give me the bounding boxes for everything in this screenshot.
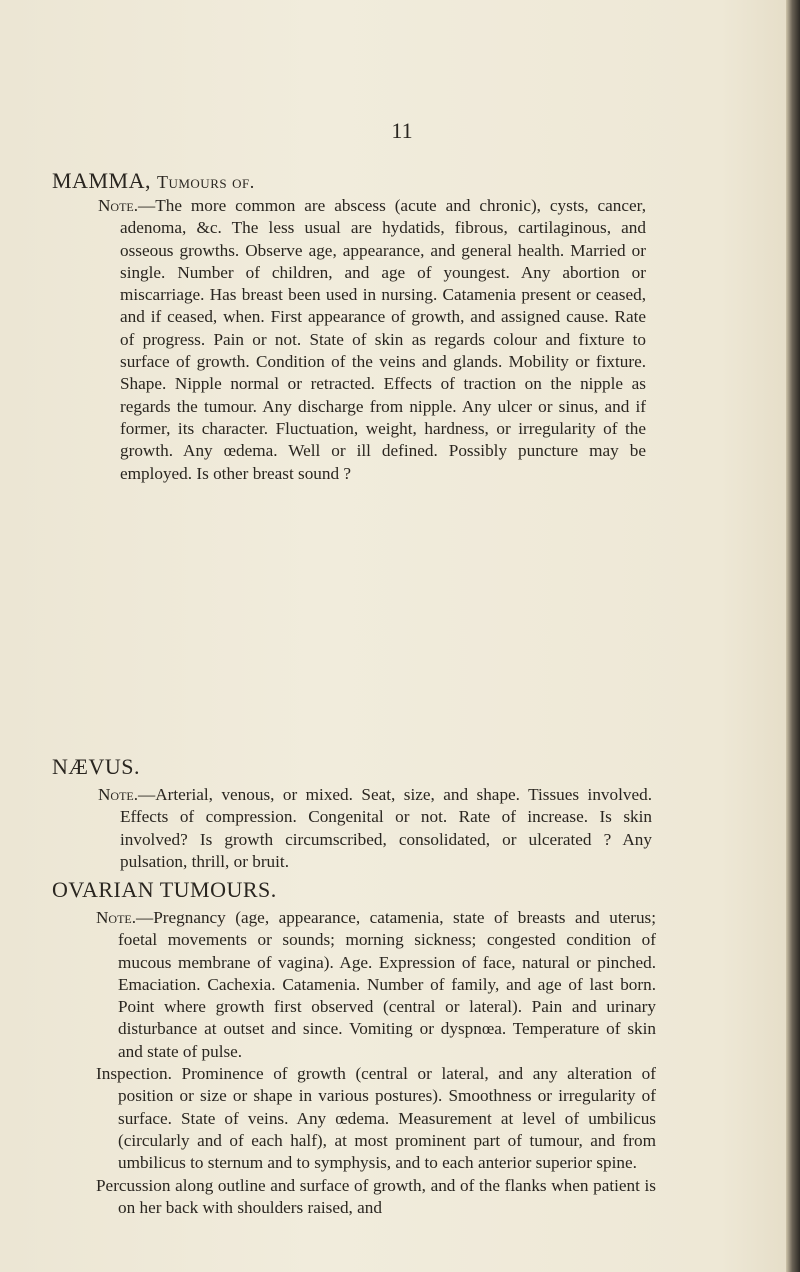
mamma-note — [98, 195, 646, 485]
heading-naevus: NÆVUS. — [52, 754, 140, 779]
note-label: Note. — [98, 196, 139, 215]
note-label: Note. — [98, 785, 139, 804]
naevus-note-paragraph — [98, 784, 652, 873]
ovarian-note-paragraph — [96, 907, 656, 1063]
page-edge-shadow — [786, 0, 800, 1272]
mamma-note-paragraph — [98, 195, 646, 485]
heading-ovarian-tumours: OVARIAN TUMOURS. — [52, 877, 277, 902]
ovarian-percussion-paragraph: Percussion along outline and surface of growth, and of the flanks when patient is on her back with shoulders raised, and — [96, 1175, 656, 1217]
heading-mamma-main: MAMMA, — [52, 168, 151, 193]
heading-mamma — [52, 168, 255, 194]
ovarian-inspection-paragraph: Inspection. Prominence of growth (central or lateral, and any alteration of position or size or shape in various postures). Smoothness or irregularity of surface. State of veins. Any œdema. Measurement at level of umbilicus (circularly and of each half), at most prominent part of tumour, and from umbilicus to sternum and to symphysis, and to each anterior superior spine. — [96, 1064, 656, 1173]
ovarian-notes — [96, 907, 656, 1219]
note-text: —Pregnancy (age, appearance, catamenia, state of breasts and uterus; foetal movements or sounds; morning sickness; congested condition of mucous membrane of vagina). Age. Expression of face, natural or pinched. Emaciation. Cachexia. Catamenia. Number of family, and age of last born. Point where growth first observed (central or lateral). Pain and urinary disturbance at outset and since. Vomiting or dyspnœa. Temperature of skin and state of pulse. — [118, 908, 656, 1061]
note-text: —The more common are abscess (acute and chronic), cysts, cancer, adenoma, &c. The less usual are hydatids, fibrous, cartilaginous, and osseous growths. Observe age, appearance, and general health. Married or single. Number of children, and age of youngest. Any abortion or miscarriage. Has breast been used in nursing. Catamenia present or ceased, and if ceased, when. First appearance of growth, and assigned cause. Rate of progress. Pain or not. State of skin as regards colour and fixture to surface of growth. Condition of the veins and glands. Mobility or fixture. Shape. Nipple normal or retracted. Effects of traction on the nipple as regards the tumour. Any discharge from nipple. Any ulcer or sinus, and if former, its character. Fluctuation, weight, hardness, or irregularity of the growth. Any œdema. Well or ill defined. Possibly puncture may be employed. Is other breast sound ? — [120, 196, 646, 483]
page-number: 11 — [391, 118, 413, 143]
heading-mamma-sub: Tumours of. — [156, 172, 255, 192]
note-label: Note. — [96, 908, 137, 927]
note-text: —Arterial, venous, or mixed. Seat, size, and shape. Tissues involved. Effects of compression. Congenital or not. Rate of increase. Is skin involved? Is growth circumscribed, consolidated, or ulcerated ? Any pulsation, thrill, or bruit. — [120, 785, 652, 871]
naevus-note — [98, 784, 652, 873]
